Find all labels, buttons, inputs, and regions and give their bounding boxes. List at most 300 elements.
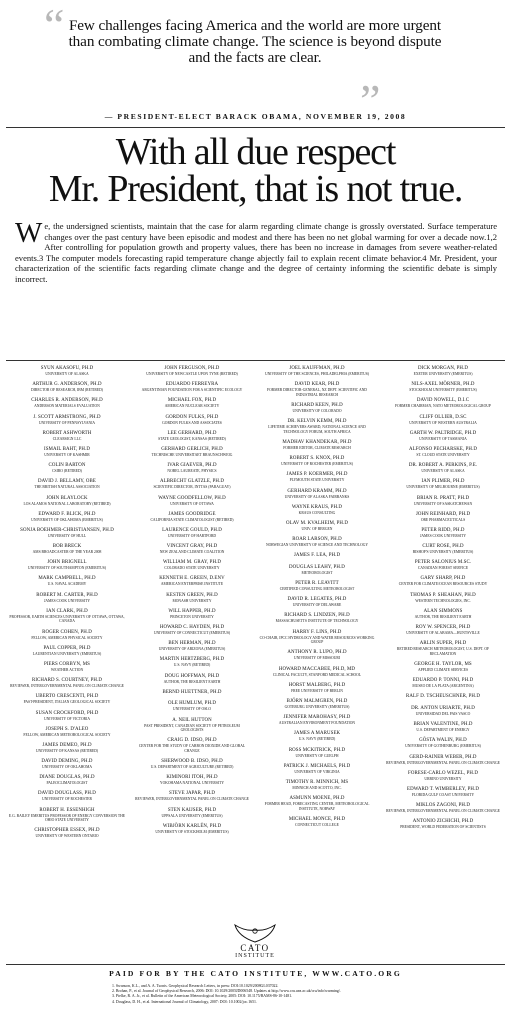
signer-entry: [273, 667, 361, 678]
signer-entry: [406, 694, 480, 700]
signer-entry: [159, 576, 225, 587]
signer-name: ROBERT ASHWORTH: [42, 430, 92, 436]
signer-affiliation: FELLOW, AMERICAN PHYSICAL SOCIETY: [31, 635, 103, 640]
signer-entry: [41, 759, 92, 770]
signer-affiliation: EXETER UNIVERSITY (EMERITUS): [413, 372, 473, 376]
signer-affiliation: UNIVERSITY OF OTTAWA: [170, 501, 214, 506]
signer-affiliation: BISHOP'S UNIVERSITY (EMERITUS): [412, 550, 474, 555]
signer-name: JAMES F. LEA, PH.D: [293, 553, 341, 559]
signer-name: KENNETH E. GREEN, D.ENV: [159, 576, 225, 582]
signer-affiliation: NORWEGIAN UNIVERSITY OF SCIENCE AND TECHNOLOGY: [265, 543, 369, 548]
signer-entry: [133, 718, 251, 733]
drop-cap: W: [15, 217, 43, 249]
signer-entry: [24, 694, 111, 705]
signer-affiliation: U.S. NAVY (RETIRED): [173, 663, 211, 668]
open-quote-icon: “: [44, 0, 65, 50]
signers-column-1: [8, 366, 126, 845]
signer-affiliation: U.S. DEPARTMENT OF AGRICULTURE (RETIRED): [150, 765, 234, 770]
signer-name: PATRICK J. MICHAELS, PH.D: [283, 763, 351, 769]
signer-affiliation: UNIVERSITY OF MELBOURNE (EMERITUS): [406, 485, 480, 490]
signer-affiliation: STOCKHOLM UNIVERSITY (EMERITUS): [409, 388, 477, 393]
signer-entry: [31, 398, 103, 409]
signer-name: BEN HERMAN, PH.D: [168, 641, 216, 647]
signer-name: MADHAV KHANDEKAR, PH.D: [282, 439, 352, 445]
signer-name: GEORGE H. TAYLOR, MS: [414, 661, 472, 667]
signer-name: COLIN BARTON: [48, 463, 86, 469]
signer-entry: [36, 593, 98, 604]
signer-name: WILL HAPPER, PH.D: [168, 608, 216, 614]
signer-entry: [23, 727, 110, 738]
signer-name: EDUARDO FERREYRA: [165, 382, 219, 388]
signer-affiliation: AUTHOR, THE RESILIENT EARTH: [414, 614, 472, 619]
signer-entry: [158, 496, 226, 507]
signer-affiliation: LIFETIME ACHIEVERS AWARD, NATIONAL SCIENCE AND TECHNOLOGY FORUM, SOUTH AFRICA: [268, 425, 366, 434]
signer-entry: [160, 544, 225, 555]
signer-name: A. NEIL HUTTON: [172, 717, 212, 723]
signer-entry: [406, 625, 480, 636]
signer-name: ASMUNN MOENE, PH.D: [289, 796, 345, 802]
signer-affiliation: CONNECTICUT COLLEGE: [295, 822, 339, 827]
signer-affiliation: WESTERN TECHNOLOGIES, INC.: [415, 598, 471, 603]
signer-entry: [162, 415, 222, 426]
signer-entry: [20, 528, 114, 539]
signer-affiliation: CANADIAN FOREST SERVICE: [417, 566, 469, 571]
signer-name: SYUN AKASOFU, PH.D: [40, 366, 94, 371]
signer-entry: [414, 662, 471, 673]
signer-entry: [160, 657, 224, 668]
signer-name: OLE HUMLUM, PH.D: [167, 701, 217, 707]
signer-affiliation: AUTHOR, THE RESILIENT EARTH: [163, 679, 221, 684]
signer-affiliation: PROFESSOR, EARTH SCIENCES UNIVERSITY OF OTTAWA, OTTAWA, CANADA: [9, 614, 125, 624]
signer-affiliation: REVIEWER, INTERGOVERNMENTAL PANEL ON CLIMATE CHANGE: [10, 684, 124, 689]
signer-entry: [420, 528, 466, 539]
signer-entry: [155, 824, 228, 835]
signer-affiliation: CSIRO (RETIRED): [52, 469, 82, 474]
signer-name: DICK MORGAN, PH.D: [417, 366, 469, 371]
signer-affiliation: CENTER FOR CLIMATE/OCEAN RESOURCES STUDY: [398, 582, 488, 587]
signer-affiliation: PAST PRESIDENT, CANADIAN SOCIETY OF PETROLEUM GEOLOGISTS: [144, 723, 240, 733]
signer-name: CURT ROSE, PH.D: [422, 544, 464, 550]
signer-entry: [405, 738, 481, 749]
signer-entry: [33, 646, 101, 657]
signer-affiliation: FREE UNIVERSITY OF BERLIN: [291, 688, 343, 693]
signer-name: DAVID R. LEGATES, PH.D: [287, 597, 347, 603]
signer-entry: [153, 479, 230, 490]
signer-name: ALFONSO PECHARSKE, PH.D: [408, 446, 478, 452]
signer-entry: [265, 366, 369, 377]
signer-entry: [158, 431, 226, 442]
signer-entry: [414, 496, 472, 507]
signer-entry: [33, 544, 102, 555]
signer-affiliation: UNIVERSITY OF ALABAMA—HUNTSVILLE: [406, 631, 480, 635]
footnote-4: 4. Douglass, D. H., et al. International Journal of Climatology, 2007: DOI: 10.1002/joc.1651.: [112, 999, 257, 1004]
signer-entry: [285, 489, 350, 500]
signer-entry: [287, 472, 348, 483]
signer-affiliation: NEW ZEALAND CLIMATE COALITION: [159, 550, 225, 555]
footnote-1: 1. Swanson, K.L., and A. A. Tsonis. Geophysical Research Letters, in press: DOI:10.1029/2008GL037022.: [112, 984, 279, 988]
signer-name: LEE GERHARD, PH.D: [167, 430, 217, 436]
signer-affiliation: UNIV. OF BERGEN: [301, 526, 333, 531]
signer-name: GARY SHARP, PH.D: [420, 576, 466, 582]
signer-entry: [399, 576, 488, 587]
signers-column-4: [384, 366, 502, 835]
signer-affiliation: UNIVERSITY OF PENNSYLVANIA: [38, 420, 96, 425]
signer-entry: [276, 613, 359, 624]
signer-name: JOHN REINHARD, PH.D: [415, 511, 471, 517]
signer-entry: [289, 748, 345, 759]
signer-affiliation: GORDON FULKS AND ASSOCIATES: [162, 420, 222, 425]
signer-affiliation: AMERICAN ENTERPRISE INSTITUTE: [160, 582, 224, 587]
signer-affiliation: UNIVERSITY OF KANSAS (RETIRED): [35, 748, 99, 753]
signer-name: MIKLOS ZAGONI, PH.D: [415, 803, 471, 809]
signer-entry: [258, 382, 376, 397]
signer-entry: [162, 808, 223, 819]
signer-name: STEVE JAPAR, PH.D: [168, 791, 216, 797]
signer-name: PAUL COPPER, PH.D: [43, 645, 91, 651]
signer-entry: [395, 398, 491, 409]
signer-affiliation: REVIEWER, INTERGOVERNMENTAL PANEL ON CLIMATE CHANGE: [386, 760, 500, 765]
signer-entry: [151, 759, 234, 770]
signer-name: GERHARD KRAMM, PH.D: [287, 488, 347, 494]
quote-attribution: — PRESIDENT-ELECT BARACK OBAMA, NOVEMBER 19, 2008: [104, 112, 407, 121]
signer-name: HOWARD MACCABEE, PH.D, MD: [278, 666, 356, 672]
signer-affiliation: FORMER EDITOR, CLIMATE RESEARCH: [283, 445, 351, 450]
signer-affiliation: MONASH UNIVERSITY: [172, 598, 212, 603]
signer-name: BRIAN R. PRATT, PH.D: [416, 495, 470, 501]
signer-affiliation: UPPSALA UNIVERSITY (EMERITUS): [161, 813, 223, 818]
signer-name: KESTEN GREEN, PH.D: [166, 592, 218, 598]
signer-affiliation: UNIVERSITY OF COLORADO: [292, 408, 342, 413]
signer-name: DAVID KEAR, PH.D: [294, 382, 340, 388]
signer-entry: [168, 609, 215, 620]
signer-entry: [289, 565, 345, 576]
signer-entry: [282, 440, 351, 451]
signer-name: STEN KAIJSER, PH.D: [167, 807, 217, 813]
signer-name: JOEL KAUFFMAN, PH.D: [289, 366, 345, 371]
signer-name: DOUG HOFFMAN, PH.D: [164, 673, 220, 679]
signer-entry: [411, 706, 475, 717]
signer-name: PETER R. LEAVITT: [295, 581, 339, 587]
signer-affiliation: UNIVERSITY OF DELAWARE: [292, 603, 342, 608]
signer-name: PETER SALONIUS M.SC.: [414, 560, 472, 566]
signer-entry: [413, 544, 474, 555]
signer-affiliation: LOS ALAMOS NATIONAL LABORATORY (RETIRED): [23, 501, 111, 506]
signer-affiliation: CERTIFIED CONSULTING METEOROLOGIST: [279, 587, 355, 592]
signer-entry: [415, 609, 472, 620]
signer-entry: [48, 463, 85, 474]
obama-quote: Few challenges facing America and the world are more urgent than combating climate change. The science is beyond dispute and the facts are clear.: [68, 17, 442, 66]
signer-entry: [285, 699, 350, 710]
signer-name: JAMES P. KOERMER, PH.D: [286, 472, 348, 478]
signer-affiliation: UNIVERSITY OF ROCHESTER: [41, 797, 93, 802]
signer-name: CRAIG D. IDSO, PH.D: [167, 738, 217, 744]
signer-affiliation: UNIVERSITY OF VICTORIA: [43, 716, 91, 721]
signer-name: ROAR LARSON, PH.D: [292, 537, 342, 543]
signer-entry: [168, 701, 216, 712]
signer-name: BERND HUETTNER, PH.D: [162, 689, 222, 695]
signer-name: WAYNE KRAUS, PH.D: [291, 504, 343, 510]
signer-entry: [400, 819, 486, 830]
signer-name: ROGER COHEN, PH.D: [42, 629, 92, 635]
signer-affiliation: PLYMOUTH STATE UNIVERSITY: [289, 478, 345, 483]
signer-entry: [159, 641, 226, 652]
statement-paragraph: [15, 217, 497, 285]
signer-entry: [280, 581, 355, 592]
signer-name: ARLIN SUPER, PH.D: [419, 641, 467, 647]
signer-name: FORESE-CARLO WEZEL, PH.D: [408, 770, 478, 776]
signer-entry: [31, 382, 103, 393]
signer-name: SUSAN CROCKFORD, PH.D: [35, 710, 99, 716]
close-quote-icon: ”: [360, 75, 381, 126]
signer-name: CLIFF OLLIER, D.SC: [419, 414, 467, 420]
signer-name: DAVID NOWELL, D.I.C: [416, 398, 470, 404]
signer-name: ROBERT S. KNOX, PH.D: [289, 456, 345, 462]
signer-affiliation: GOTEBURG UNIVERSITY (EMERITUS): [284, 704, 350, 709]
signer-entry: [284, 764, 350, 775]
signer-affiliation: URBINO UNIVERSITY: [424, 776, 462, 781]
signer-affiliation: JAMES COOK UNIVERSITY: [43, 598, 91, 603]
signer-affiliation: COLORADO STATE UNIVERSITY: [164, 566, 220, 571]
signer-affiliation: UNIVERSITY OF THE SCIENCES, PHILADELPHIA (EMERITUS): [264, 372, 370, 376]
signer-affiliation: KRAUS CONSULTING: [298, 510, 336, 515]
signer-entry: [409, 447, 477, 458]
signer-affiliation: ST. CLOUD STATE UNIVERSITY: [416, 452, 470, 457]
signer-name: DOUGLAS LEAHY, PH.D: [289, 564, 345, 570]
signer-affiliation: UNIVERSIDAD DEL PAIS VASCO: [415, 711, 471, 716]
footnotes: [112, 984, 412, 1005]
signer-entry: [24, 496, 111, 507]
signer-entry: [287, 650, 346, 661]
signer-affiliation: U.S. DEPARTMENT OF ENERGY: [416, 728, 470, 733]
signer-entry: [289, 683, 345, 694]
footnote-2: 2. Brohan, P., et al. Journal of Geophysical Research, 2006: DOI: 10.1029/2005JD006548. Updates at http://www.cru.uea.ac.uk/cru/info/warming/.: [112, 989, 341, 994]
signer-affiliation: UNIVERSITY OF OKLAHOMA (EMERITUS): [31, 517, 103, 522]
signer-name: JAMES DEMEO, PH.D: [42, 742, 92, 748]
signer-entry: [41, 366, 94, 377]
signer-name: IAN CLARK, PH.D: [46, 608, 88, 614]
signer-name: ALAN SIMMONS: [423, 608, 463, 614]
signer-affiliation: FORMER CHAIRMAN, NATO METEOROLOGICAL GROUP: [395, 404, 491, 409]
signer-entry: [38, 576, 95, 587]
signer-affiliation: UNIVERSITY OF WESTERN ONTARIO: [35, 834, 99, 839]
headline: With all due respect Mr. President, that is not true.: [48, 131, 463, 210]
signer-name: DAVID DOUGLASS, PH.D: [38, 791, 96, 797]
signer-affiliation: FLORIDA GULF COAST UNIVERSITY: [411, 792, 475, 797]
signer-name: ALBRECHT GLATZLE, PH.D: [159, 479, 225, 485]
signer-affiliation: UNIVERSITY OF OSLO: [172, 707, 212, 712]
signers-column-2: [133, 366, 251, 840]
signer-entry: [415, 560, 471, 571]
signer-entry: [410, 593, 476, 604]
signer-name: ROBERT M. CARTER, PH.D: [36, 592, 98, 598]
signer-entry: [292, 505, 342, 516]
signer-affiliation: REVIEWER, INTERGOVERNMENTAL PANEL ON CLIMATE CHANGE: [386, 809, 500, 814]
signer-name: GERHARD GERLICH, PH.D: [161, 446, 223, 452]
signer-entry: [414, 722, 473, 733]
signer-name: JENNIFER MAROHASY, PH.D: [283, 715, 351, 721]
signer-name: WIBJÖRN KARLÉN, PH.D: [162, 823, 222, 829]
signer-name: RALF D. TSCHEUSCHNER, PH.D: [406, 694, 480, 700]
signer-affiliation: MINNICH AND SCOTTO, INC.: [292, 785, 342, 790]
signer-name: ANTONIO ZICHICHI, PH.D: [412, 819, 474, 825]
signer-entry: [44, 447, 90, 458]
signer-entry: [386, 755, 500, 766]
signer-affiliation: UNIVERSITY OF KASHMIR: [44, 452, 90, 457]
signer-affiliation: PAST-PRESIDENT, ITALIAN GEOLOGICAL SOCIETY: [23, 700, 111, 705]
signer-affiliation: E.G. BAILEY EMERITUS PROFESSOR OF ENERGY CONVERSION THE OHIO STATE UNIVERSITY: [8, 813, 126, 823]
signer-name: DR. ROBERT A. PERKINS, P.E.: [408, 463, 478, 469]
signer-affiliation: REVIEWER, INTERGOVERNMENTAL PANEL ON CLIMATE CHANGE: [135, 797, 249, 802]
signer-entry: [386, 803, 500, 814]
signer-affiliation: UNIVERSITY OF SOUTHAMPTON (EMERITUS): [27, 566, 107, 571]
footer-divider: [6, 964, 505, 965]
signer-entry: [279, 715, 355, 726]
signer-affiliation: METEOROLOGIST: [301, 570, 333, 575]
signer-affiliation: CENTER FOR THE STUDY OF CARBON DIOXIDE AND GLOBAL CHANGE: [138, 744, 246, 753]
signer-name: WAYNE GOODFELLOW, PH.D: [158, 495, 226, 501]
signer-entry: [36, 743, 98, 754]
signer-name: OLAV M. KVALHEIM, PH.D: [286, 520, 348, 526]
signer-affiliation: CLINICAL FACULTY, STANFORD MEDICAL SCHOOL: [272, 672, 362, 677]
signer-name: BOB BRECK: [52, 544, 82, 550]
signer-affiliation: FORMER HEAD, FORECASTING CENTER, METEOROLOGICAL INSTITUTE, NORWAY: [264, 802, 370, 811]
signer-entry: [286, 521, 348, 532]
signer-affiliation: UNIVERSITY OF SASKATCHEWAN: [413, 501, 473, 506]
signer-entry: [163, 560, 221, 571]
signer-affiliation: UNIVERSITY OF ROCHESTER (EMERITUS): [281, 462, 353, 467]
signer-affiliation: UNIVERSITY OF NEWCASTLE UPON TYNE (RETIRED): [146, 372, 238, 376]
signer-name: GARTH W. PALTRIDGE, PH.D: [409, 430, 477, 436]
signer-entry: [160, 775, 224, 786]
signer-entry: [133, 738, 251, 753]
signer-name: GERD-RAINER WEBER, PH.D: [409, 754, 477, 760]
signer-name: LAURENCE GOULD, PH.D: [162, 527, 222, 533]
signer-affiliation: AMS BROADCASTER OF THE YEAR 2008: [32, 550, 102, 555]
signer-entry: [406, 479, 479, 490]
signer-name: ROY W. SPENCER, PH.D: [415, 625, 471, 630]
signer-name: JAMES A MARUSEK: [293, 731, 341, 737]
signer-name: DR. KELVIN KEMM, PH.D: [287, 419, 347, 425]
signer-affiliation: CO-CHAIR, IPCC HYDROLOGY AND WATER RESOURCES WORKING GROUP: [259, 635, 375, 645]
signer-entry: [384, 641, 502, 656]
signer-name: ARTHUR G. ANDERSON, PH.D: [32, 382, 102, 388]
quote-container: [60, 18, 450, 66]
signer-name: JOHN BLAYLOCK: [46, 495, 88, 501]
signer-entry: [288, 597, 347, 608]
signer-entry: [150, 512, 233, 523]
signer-name: RICHARD S. COURTNEY, PH.D: [31, 678, 103, 684]
signer-entry: [409, 463, 477, 474]
signer-affiliation: PALEOCLIMATOLOGIST: [46, 781, 88, 786]
signer-name: DAVID DEMING, PH.D: [41, 759, 93, 765]
signer-name: ROSS MCKITRICK, PH.D: [288, 747, 346, 753]
signer-affiliation: ARGENTINIAN FOUNDATION FOR A SCIENTIFIC ECOLOGY: [141, 388, 243, 393]
signer-affiliation: SCIENTIFIC DIRECTOR, INTTAS (PARAGUAY): [153, 485, 231, 490]
signer-entry: [410, 431, 476, 442]
signer-name: PETER RIDD, PH.D: [421, 527, 465, 533]
signer-affiliation: MUSEO DE LA PLATA (ARGENTINA): [412, 684, 474, 689]
signer-name: ROBERT H. ESSENHIGH: [39, 807, 95, 813]
signer-name: CHARLES R. ANDERSON, PH.D: [31, 398, 103, 404]
signer-affiliation: U.S. NAVY (RETIRED): [298, 737, 336, 742]
signer-affiliation: STATE GEOLOGIST, KANSAS (RETIRED): [158, 436, 226, 441]
signer-entry: [146, 366, 237, 377]
signer-name: WILLIAM M. GRAY, PH.D: [162, 560, 222, 566]
signer-entry: [266, 537, 368, 548]
signer-name: MARTIN HERTZBERG, PH.D: [159, 657, 225, 663]
signer-entry: [33, 415, 100, 426]
signer-name: BJÖRN MALMGREN, PH.D: [286, 698, 348, 704]
signer-name: JAMES GOODRIDGE: [168, 511, 216, 517]
paid-for-line: PAID FOR BY THE CATO INSTITUTE, WWW.CATO.ORG: [109, 969, 402, 978]
signer-affiliation: PRINCETON UNIVERSITY: [170, 614, 214, 619]
signer-name: GORDON FULKS, PH.D: [165, 414, 219, 420]
signer-name: JOSEPH S. D'ALEO: [45, 726, 89, 732]
signer-entry: [258, 630, 376, 645]
signer-affiliation: CALIFORNIA STATE CLIMATOLOGIST (RETIRED): [150, 517, 234, 522]
signer-entry: [166, 593, 218, 604]
signer-entry: [8, 609, 126, 624]
signer-name: SONJA BOEHMER-CHRISTIANSEN, PH.D: [20, 527, 114, 533]
signer-entry: [28, 560, 106, 571]
signer-name: DAVID J. BELLAMY, OBE: [37, 479, 96, 485]
signer-affiliation: UNIVERSITY OF WESTERN AUSTRALIA: [409, 420, 477, 425]
signer-affiliation: WEATHER ACTION: [50, 667, 84, 672]
signer-name: RICHARD KEEN, PH.D: [291, 402, 343, 408]
signer-affiliation: AUSTRALIAN ENVIRONMENT FOUNDATION: [278, 721, 356, 726]
signer-affiliation: UNIVERSITY OF GOTHENBURG (EMERITUS): [405, 744, 481, 749]
signer-name: MARK CAMPBELL, PH.D: [38, 576, 96, 582]
signer-entry: [31, 630, 102, 641]
signer-affiliation: UNIVERSITY OF TASMANIA: [419, 436, 467, 441]
statement-body: e, the undersigned scientists, maintain that the case for alarm regarding climate change is grossly overstated. Surface temperature changes over the past century have been episodic and modest and there has been no net global warming for over a decade now.1,2 After controlling for population growth and property values, there has been no increase in damages from severe weather-related events.3 The computer models forecasting rapid temperature change abjectly fail to explain recent climate behavior.4 Mr. President, your characterization of the scientific facts regarding climate change and the degree of certainty informing the scientific debate is simply incorrect.: [15, 221, 497, 284]
signers-column-3: [258, 366, 376, 833]
signer-affiliation: FELLOW, AMERICAN METEOROLOGICAL SOCIETY: [23, 732, 111, 737]
signer-name: MICHAEL MONCE, PH.D: [288, 816, 346, 822]
signer-name: RICHARD S. LINDZEN, PH.D: [284, 613, 350, 619]
signer-affiliation: CLEARSIGN LLC: [52, 436, 82, 441]
signer-affiliation: RETIRED RESEARCH METEOROLOGIST, U.S. DEPT. OF RECLAMATION: [396, 647, 490, 656]
signer-affiliation: APPLIED CLIMATE SERVICES: [417, 667, 469, 672]
signer-name: MICHAEL FOX, PH.D: [167, 398, 217, 404]
signer-entry: [416, 512, 470, 523]
signer-affiliation: UNIVERSITY OF ALASKA: [45, 372, 89, 376]
signer-entry: [167, 463, 216, 474]
cato-eagle-icon: [233, 922, 277, 944]
signer-affiliation: UNIVERSITY OF GUELPH: [295, 753, 339, 758]
signer-name: VINCENT GRAY, PH.D: [166, 544, 218, 550]
signer-name: IAN PLIMER, PH.D: [421, 479, 465, 485]
signer-affiliation: UNIVERSITY OF VIRGINIA: [294, 769, 340, 774]
signer-entry: [294, 553, 340, 559]
signer-entry: [10, 678, 124, 689]
signer-name: ISMAIL BAHT, PH.D: [44, 446, 90, 452]
signer-name: GÖSTA WALIN, PH.D: [419, 738, 467, 744]
signer-affiliation: ANDERSON MATERIALS EVALUATION: [34, 404, 100, 409]
signer-affiliation: LAURENTIAN UNIVERSITY (EMERITUS): [32, 651, 102, 656]
signer-affiliation: FORMER DIRECTOR-GENERAL, NZ DEPT. SCIENTIFIC AND INDUSTRIAL RESEARCH: [267, 388, 367, 397]
signer-entry: [8, 808, 126, 823]
signers-top-divider: [6, 360, 505, 361]
logo-text-institute: INSTITUTE: [235, 953, 275, 959]
signer-affiliation: UNIVERSITY OF ALASKA FAIRBANKS: [284, 494, 350, 499]
signer-entry: [36, 711, 99, 722]
signer-entry: [154, 625, 230, 636]
signer-affiliation: JAMES COOK UNIVERSITY: [419, 533, 467, 538]
signer-entry: [286, 780, 348, 791]
signer-entry: [409, 382, 477, 393]
signer-entry: [152, 447, 233, 458]
